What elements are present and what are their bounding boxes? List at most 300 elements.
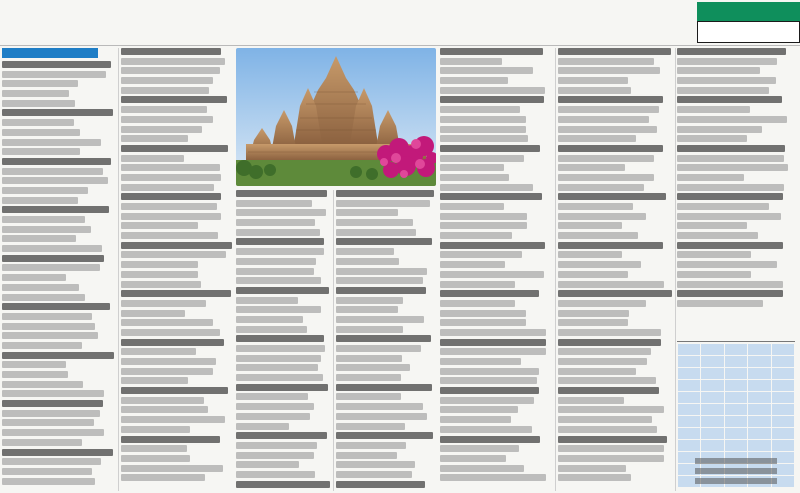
text-line xyxy=(336,413,427,420)
text-line xyxy=(121,242,232,249)
answer-cell xyxy=(678,428,701,440)
text-line xyxy=(336,287,426,294)
text-line xyxy=(236,209,326,216)
answer-cell xyxy=(678,344,701,356)
text-line xyxy=(2,80,78,87)
text-line xyxy=(677,213,781,220)
answer-cell xyxy=(724,404,747,416)
answer-key-title xyxy=(677,331,795,342)
text-line xyxy=(121,368,213,375)
text-line xyxy=(2,119,74,126)
text-line xyxy=(2,284,79,291)
text-line xyxy=(2,71,106,78)
text-line xyxy=(677,300,763,307)
text-line xyxy=(2,429,104,436)
answer-cell xyxy=(748,392,771,404)
text-column-3 xyxy=(236,190,331,491)
text-column-6 xyxy=(558,48,673,491)
text-line xyxy=(440,377,537,384)
text-line xyxy=(558,135,636,142)
answer-cell xyxy=(748,428,771,440)
text-line xyxy=(2,400,103,407)
text-line xyxy=(2,168,103,175)
text-line xyxy=(558,145,663,152)
text-line xyxy=(440,319,526,326)
temple-illustration xyxy=(236,48,436,186)
text-line xyxy=(121,164,220,171)
answer-cell xyxy=(678,416,701,428)
text-line xyxy=(440,416,511,423)
text-line xyxy=(440,67,533,74)
text-line xyxy=(558,203,633,210)
text-line xyxy=(2,294,85,301)
text-line xyxy=(121,465,223,472)
answer-cell xyxy=(701,356,724,368)
text-line xyxy=(2,177,108,184)
text-line xyxy=(336,248,394,255)
text-line xyxy=(2,274,66,281)
answer-cell xyxy=(771,356,794,368)
text-line xyxy=(121,96,227,103)
text-line xyxy=(440,145,540,152)
text-line xyxy=(336,238,432,245)
text-line xyxy=(2,381,83,388)
text-line xyxy=(121,290,231,297)
text-line xyxy=(440,203,504,210)
text-line xyxy=(2,371,68,378)
text-line xyxy=(440,290,539,297)
text-line xyxy=(558,242,663,249)
text-line xyxy=(677,232,758,239)
header-divider xyxy=(0,45,800,46)
text-line xyxy=(236,248,324,255)
text-line xyxy=(2,245,102,252)
text-line xyxy=(2,458,101,465)
text-line xyxy=(558,58,654,65)
text-line xyxy=(121,203,217,210)
text-line xyxy=(2,139,101,146)
text-line xyxy=(558,155,654,162)
text-line xyxy=(2,478,95,485)
text-line xyxy=(121,329,220,336)
text-line xyxy=(677,184,784,191)
answer-cell xyxy=(771,380,794,392)
text-line xyxy=(558,213,646,220)
text-line xyxy=(677,261,777,268)
answer-row xyxy=(678,416,795,428)
text-line xyxy=(558,368,636,375)
text-line xyxy=(2,449,113,456)
text-line xyxy=(236,461,299,468)
text-line xyxy=(677,251,751,258)
temple-photo xyxy=(236,48,436,186)
text-line xyxy=(2,158,111,165)
text-line xyxy=(677,271,751,278)
date-badge xyxy=(2,48,98,58)
text-line xyxy=(236,423,289,430)
text-line xyxy=(236,238,324,245)
text-line xyxy=(121,416,225,423)
text-line xyxy=(440,155,524,162)
text-line xyxy=(677,106,750,113)
text-line xyxy=(440,261,505,268)
text-line xyxy=(2,226,91,233)
answer-cell xyxy=(701,416,724,428)
text-line xyxy=(336,229,416,236)
text-line xyxy=(440,445,519,452)
text-line xyxy=(558,377,656,384)
text-line xyxy=(336,297,403,304)
column-rule xyxy=(333,190,334,491)
answer-cell xyxy=(771,416,794,428)
text-line xyxy=(677,116,787,123)
text-line xyxy=(677,290,783,297)
answer-cell xyxy=(748,368,771,380)
text-column-4 xyxy=(336,190,436,491)
text-line xyxy=(121,106,207,113)
answer-cell xyxy=(701,344,724,356)
text-line xyxy=(236,190,327,197)
text-line xyxy=(440,48,543,55)
text-line xyxy=(2,100,75,107)
text-line xyxy=(121,281,201,288)
text-line xyxy=(677,126,762,133)
answer-cell xyxy=(771,368,794,380)
column-rule xyxy=(555,48,556,491)
text-line xyxy=(121,445,187,452)
text-line xyxy=(121,377,188,384)
text-line xyxy=(2,90,69,97)
text-column-2 xyxy=(121,48,233,491)
byline-box xyxy=(677,454,795,490)
text-line xyxy=(336,190,434,197)
text-line xyxy=(236,355,321,362)
text-line xyxy=(2,187,88,194)
text-line xyxy=(677,87,769,94)
text-line xyxy=(121,58,225,65)
answer-cell xyxy=(701,368,724,380)
text-line xyxy=(121,67,220,74)
text-line xyxy=(236,393,308,400)
text-line xyxy=(558,397,624,404)
text-line xyxy=(558,193,666,200)
text-line xyxy=(236,452,314,459)
text-line xyxy=(121,261,198,268)
answer-cell xyxy=(748,416,771,428)
answer-cell xyxy=(771,344,794,356)
text-line xyxy=(440,465,524,472)
answer-cell xyxy=(701,428,724,440)
text-line xyxy=(336,452,397,459)
text-line xyxy=(677,174,744,181)
column-rule xyxy=(118,48,119,491)
answer-row xyxy=(678,440,795,452)
text-line xyxy=(121,77,213,84)
text-line xyxy=(677,164,788,171)
text-line xyxy=(558,251,622,258)
answer-cell xyxy=(701,440,724,452)
text-line xyxy=(121,474,205,481)
answer-cell xyxy=(748,380,771,392)
text-line xyxy=(440,300,515,307)
text-line xyxy=(121,184,214,191)
text-line xyxy=(558,164,625,171)
text-line xyxy=(121,48,221,55)
text-line xyxy=(2,61,111,68)
text-line xyxy=(558,319,628,326)
answer-cell xyxy=(724,416,747,428)
text-line xyxy=(677,58,777,65)
text-line xyxy=(336,355,402,362)
text-line xyxy=(440,310,526,317)
text-column-1 xyxy=(2,48,116,491)
headline xyxy=(2,0,692,44)
text-line xyxy=(236,229,320,236)
text-line xyxy=(440,436,540,443)
text-line xyxy=(558,232,638,239)
text-line xyxy=(558,455,664,462)
column-rule xyxy=(675,48,676,491)
text-line xyxy=(677,67,760,74)
text-line xyxy=(2,303,110,310)
text-line xyxy=(236,326,307,333)
text-line xyxy=(558,271,628,278)
text-line xyxy=(121,251,226,258)
text-line xyxy=(336,423,405,430)
answer-row xyxy=(678,404,795,416)
answer-cell xyxy=(678,356,701,368)
text-line xyxy=(336,403,423,410)
text-line xyxy=(558,87,631,94)
text-line xyxy=(558,348,651,355)
text-line xyxy=(2,148,80,155)
text-line xyxy=(677,281,783,288)
text-line xyxy=(558,310,629,317)
text-line xyxy=(558,436,667,443)
text-line xyxy=(121,310,185,317)
answer-cell xyxy=(771,440,794,452)
text-line xyxy=(121,135,188,142)
section-tag-primary xyxy=(697,2,800,21)
text-line xyxy=(121,87,209,94)
text-line xyxy=(2,390,104,397)
text-line xyxy=(236,219,315,226)
answer-cell xyxy=(748,440,771,452)
text-line xyxy=(121,193,221,200)
text-line xyxy=(2,264,100,271)
text-line xyxy=(440,164,504,171)
text-line xyxy=(121,126,202,133)
text-line xyxy=(236,306,321,313)
text-line xyxy=(558,358,647,365)
text-line xyxy=(558,48,671,55)
text-line xyxy=(440,96,544,103)
byline-line xyxy=(695,478,778,484)
text-line xyxy=(440,271,544,278)
text-line xyxy=(121,397,204,404)
text-line xyxy=(677,145,785,152)
answer-row xyxy=(678,344,795,356)
text-line xyxy=(336,471,412,478)
answer-row xyxy=(678,428,795,440)
text-line xyxy=(121,271,198,278)
text-line xyxy=(2,206,109,213)
answer-cell xyxy=(771,404,794,416)
text-line xyxy=(440,474,546,481)
text-line xyxy=(2,109,113,116)
text-line xyxy=(336,316,424,323)
text-line xyxy=(440,116,526,123)
text-line xyxy=(121,174,221,181)
text-line xyxy=(558,445,664,452)
answer-cell xyxy=(771,392,794,404)
text-line xyxy=(236,297,298,304)
text-line xyxy=(236,413,310,420)
text-line xyxy=(336,200,430,207)
text-line xyxy=(558,174,654,181)
text-line xyxy=(440,87,545,94)
text-line xyxy=(121,455,190,462)
text-line xyxy=(121,145,228,152)
text-line xyxy=(236,403,314,410)
text-line xyxy=(236,364,318,371)
text-line xyxy=(440,193,542,200)
text-line xyxy=(677,242,783,249)
answer-cell xyxy=(701,392,724,404)
text-line xyxy=(558,465,626,472)
text-line xyxy=(121,213,221,220)
text-line xyxy=(336,306,398,313)
text-line xyxy=(2,419,94,426)
text-line xyxy=(440,251,522,258)
text-line xyxy=(2,235,76,242)
text-line xyxy=(336,277,423,284)
text-line xyxy=(121,426,190,433)
text-line xyxy=(558,126,657,133)
text-line xyxy=(440,77,508,84)
text-line xyxy=(440,387,539,394)
text-line xyxy=(2,342,82,349)
answer-cell xyxy=(724,368,747,380)
text-line xyxy=(440,126,526,133)
text-line xyxy=(121,348,196,355)
text-line xyxy=(336,374,401,381)
text-line xyxy=(677,48,786,55)
text-line xyxy=(2,352,114,359)
text-line xyxy=(336,432,433,439)
byline-line xyxy=(695,468,778,474)
text-line xyxy=(336,364,410,371)
text-line xyxy=(558,339,661,346)
text-line xyxy=(440,242,545,249)
text-line xyxy=(440,174,509,181)
text-line xyxy=(440,213,527,220)
text-line xyxy=(677,222,747,229)
text-line xyxy=(558,106,659,113)
text-line xyxy=(121,232,218,239)
answer-cell xyxy=(678,404,701,416)
text-column-5 xyxy=(440,48,552,491)
text-line xyxy=(121,339,224,346)
text-line xyxy=(236,287,329,294)
text-line xyxy=(558,67,660,74)
answer-cell xyxy=(701,380,724,392)
answer-cell xyxy=(701,404,724,416)
text-line xyxy=(558,261,641,268)
section-tag-secondary xyxy=(697,21,800,43)
text-line xyxy=(440,397,534,404)
text-line xyxy=(336,384,432,391)
text-line xyxy=(236,268,314,275)
text-line xyxy=(558,116,649,123)
text-line xyxy=(677,155,784,162)
text-line xyxy=(121,300,206,307)
text-line xyxy=(2,313,92,320)
answer-cell xyxy=(771,428,794,440)
answer-cell xyxy=(724,440,747,452)
text-line xyxy=(2,468,92,475)
text-line xyxy=(236,277,321,284)
text-line xyxy=(2,323,95,330)
answer-cell xyxy=(724,392,747,404)
text-line xyxy=(677,203,769,210)
answer-cell xyxy=(724,428,747,440)
text-line xyxy=(558,329,661,336)
answer-cell xyxy=(678,440,701,452)
text-line xyxy=(236,471,315,478)
text-line xyxy=(2,129,80,136)
text-line xyxy=(440,406,518,413)
text-line xyxy=(558,290,672,297)
text-line xyxy=(558,406,664,413)
answer-cell xyxy=(748,356,771,368)
text-line xyxy=(336,481,425,488)
text-line xyxy=(121,155,184,162)
text-line xyxy=(558,387,659,394)
text-line xyxy=(121,222,198,229)
text-line xyxy=(236,442,317,449)
text-line xyxy=(558,281,664,288)
answer-row xyxy=(678,368,795,380)
text-line xyxy=(2,361,66,368)
text-line xyxy=(677,77,776,84)
text-line xyxy=(2,255,104,262)
byline-line xyxy=(695,458,778,464)
text-line xyxy=(236,374,323,381)
text-line xyxy=(336,258,399,265)
text-line xyxy=(440,281,515,288)
text-line xyxy=(677,96,782,103)
answer-cell xyxy=(724,356,747,368)
text-line xyxy=(236,200,312,207)
text-line xyxy=(558,416,652,423)
text-line xyxy=(2,197,78,204)
text-line xyxy=(440,426,532,433)
text-line xyxy=(558,300,646,307)
answer-cell xyxy=(678,368,701,380)
text-line xyxy=(336,219,413,226)
text-line xyxy=(558,77,628,84)
text-line xyxy=(2,216,85,223)
answer-row xyxy=(678,392,795,404)
text-column-7 xyxy=(677,48,795,327)
text-line xyxy=(121,406,208,413)
text-line xyxy=(558,222,622,229)
text-line xyxy=(558,184,644,191)
answer-cell xyxy=(748,404,771,416)
text-line xyxy=(2,410,100,417)
text-line xyxy=(336,326,403,333)
